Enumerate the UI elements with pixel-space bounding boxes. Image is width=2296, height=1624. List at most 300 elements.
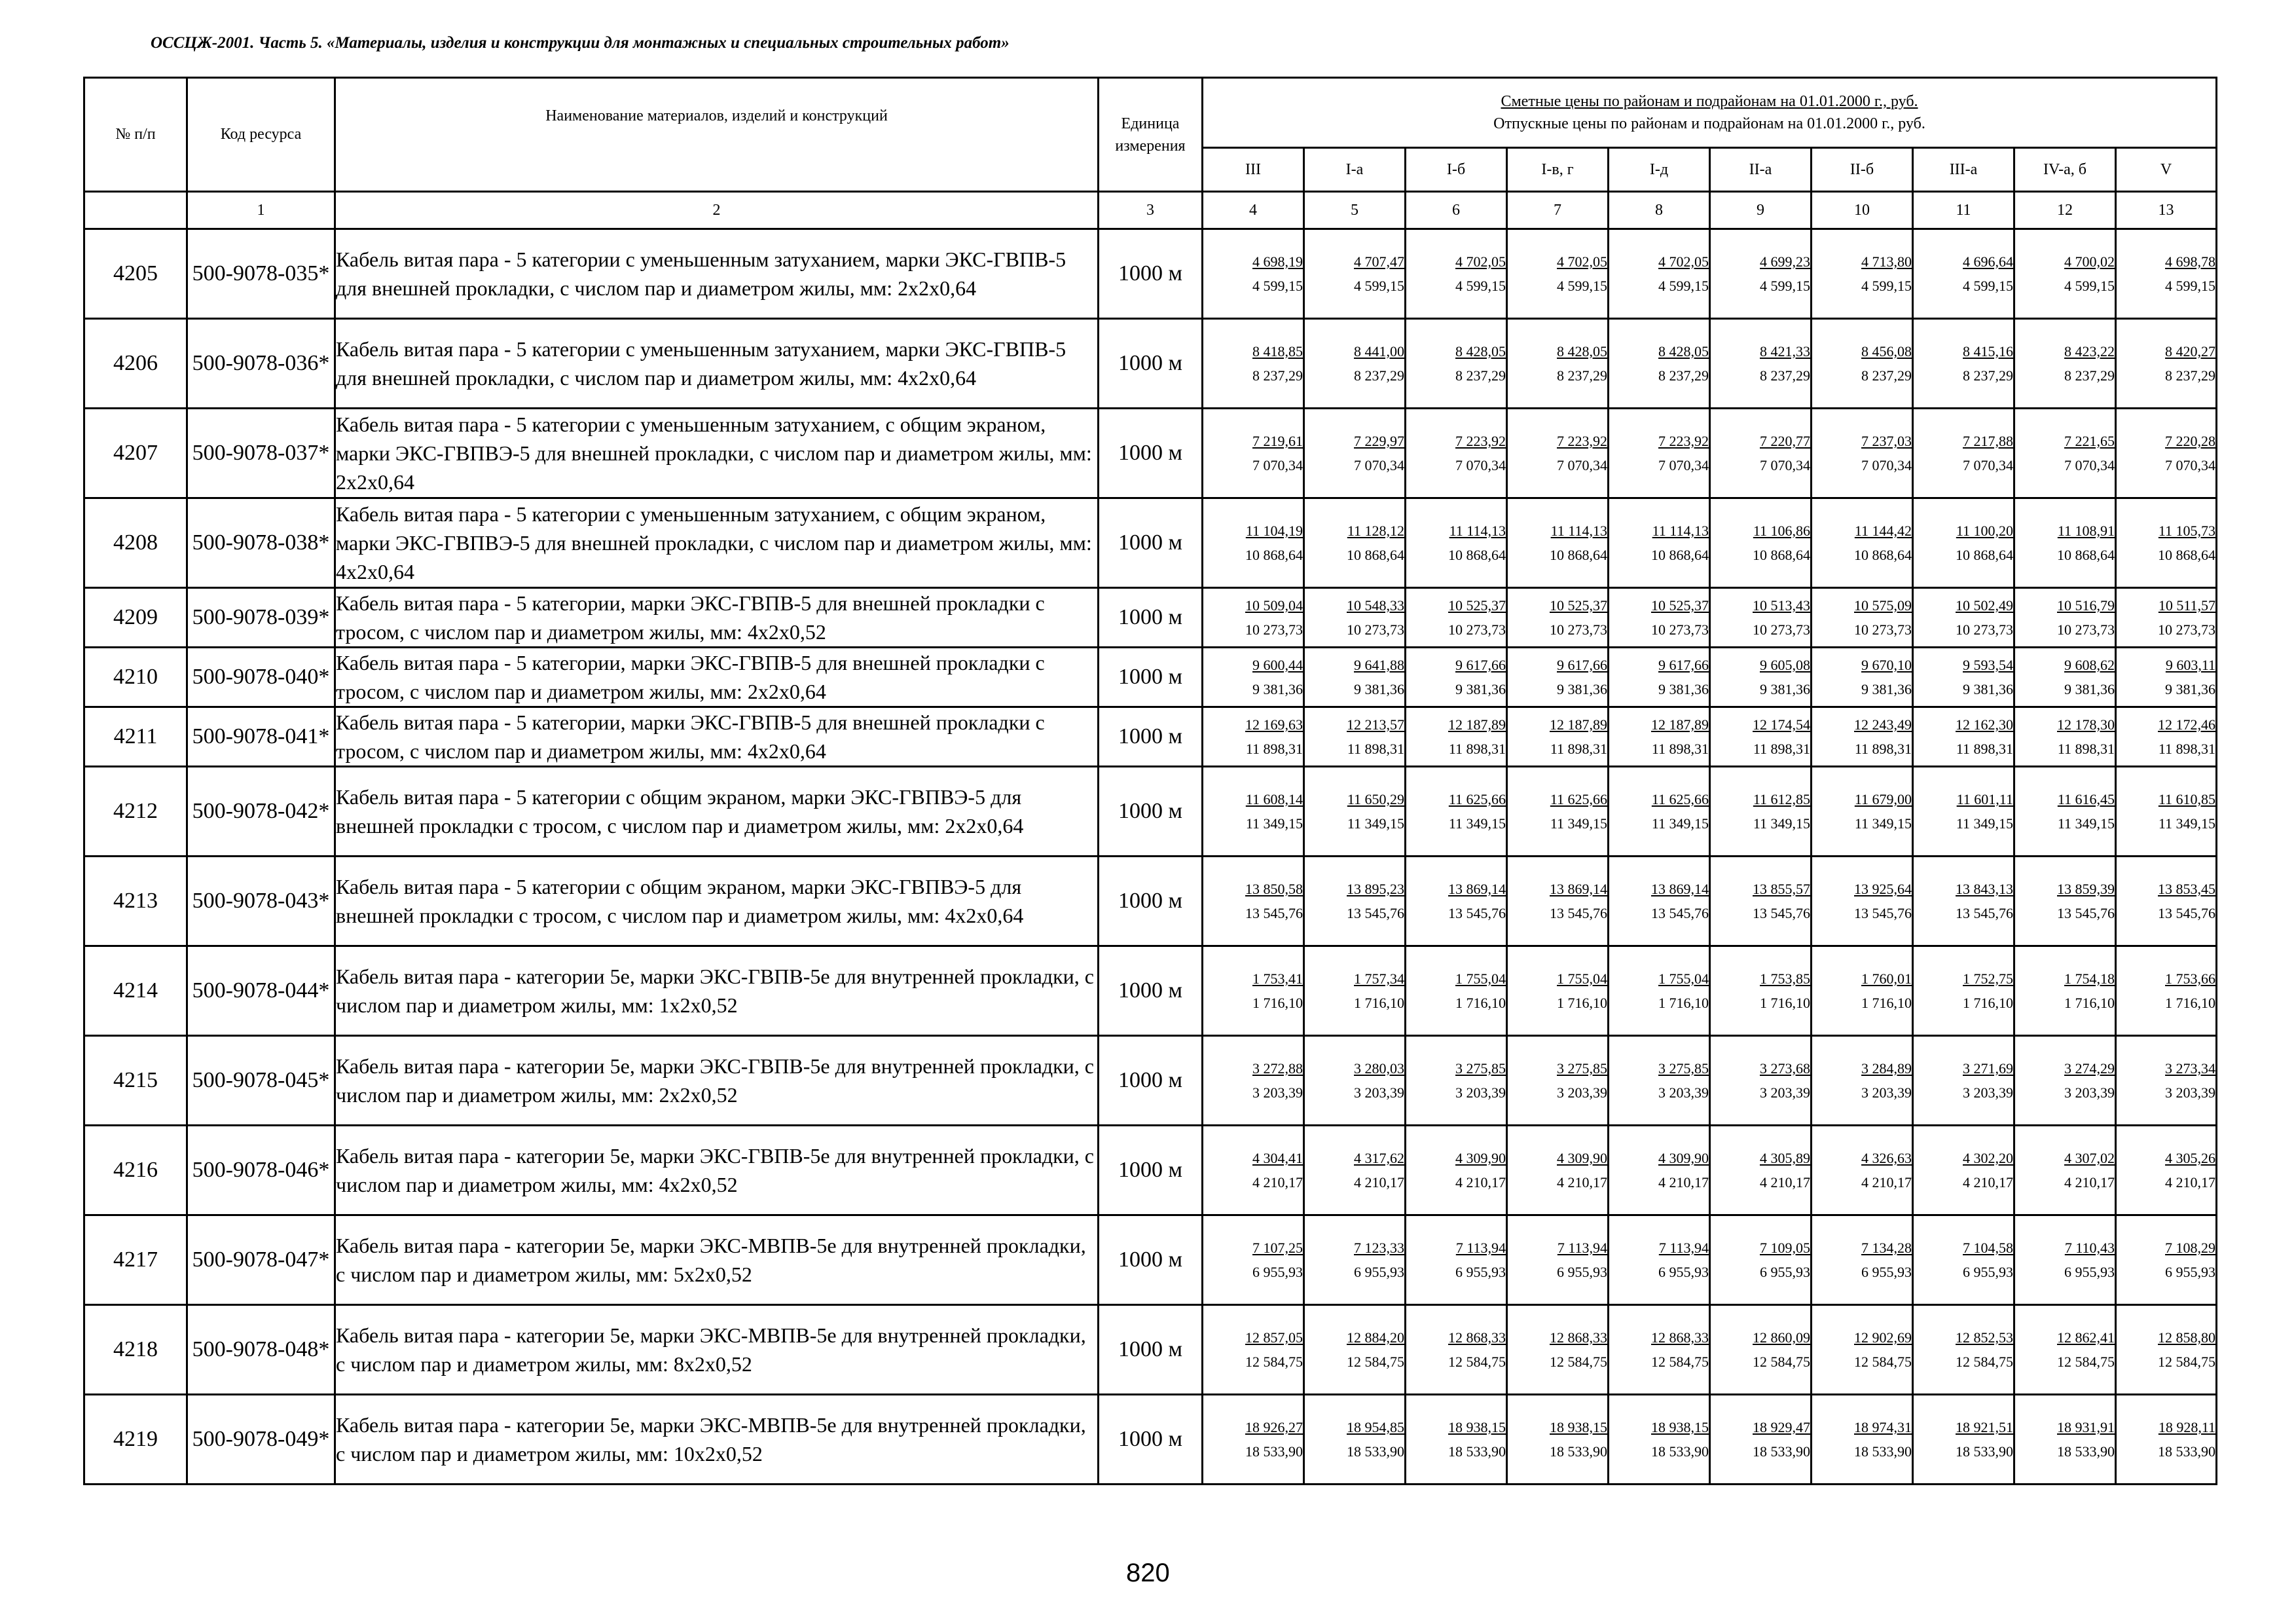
table-row [84,229,2217,319]
release-price: 8 237,29 [1455,367,1506,384]
row-number: 4213 [84,857,187,946]
price-cell [1507,1126,1609,1215]
estimated-price: 7 220,28 [2165,433,2216,449]
price-cell [1913,707,2014,767]
region-header: V [2116,148,2217,192]
estimated-price: 4 698,78 [2165,253,2216,270]
estimated-price: 12 169,63 [1245,716,1303,733]
price-cell [2116,1395,2217,1485]
release-price: 10 868,64 [1448,547,1506,563]
estimated-price: 7 113,94 [1557,1240,1607,1256]
price-cell [2116,857,2217,946]
estimated-price: 13 843,13 [1956,881,2013,897]
material-name: Кабель витая пара - 5 категории с уменьшенным затуханием, с общим экраном, марки ЭКС-ГВПВЭ-5 для внешней прокладки, с числом пар и диаметром жилы, мм: 2x2x0,64 [335,409,1099,498]
row-number: 4218 [84,1305,187,1395]
row-number: 4216 [84,1126,187,1215]
estimated-price: 7 134,28 [1861,1240,1912,1256]
estimated-price: 7 109,05 [1760,1240,1810,1256]
unit-of-measure: 1000 м [1099,1126,1203,1215]
price-cell [2116,1215,2217,1305]
release-price: 11 349,15 [1651,815,1709,832]
unit-of-measure: 1000 м [1099,648,1203,707]
price-cell [2116,707,2217,767]
price-cell [1507,409,1609,498]
estimated-price: 10 525,37 [1651,597,1709,614]
material-name: Кабель витая пара - категории 5е, марки ЭКС-ГВПВ-5е для внутренней прокладки, с числом пар и диаметром жилы, мм: 2x2x0,52 [335,1036,1099,1126]
estimated-price: 12 178,30 [2057,716,2115,733]
estimated-price: 3 275,85 [1658,1060,1709,1077]
release-price: 11 898,31 [1347,741,1404,757]
resource-code: 500-9078-049* [187,1395,335,1485]
table-row [84,319,2217,409]
price-cell [1406,767,1507,857]
estimated-price: 12 862,41 [2057,1329,2115,1346]
price-cell [1913,1395,2014,1485]
estimated-price: 12 243,49 [1854,716,1912,733]
release-price: 12 584,75 [1448,1354,1506,1370]
price-cell [1710,648,1812,707]
price-table [83,77,2217,1485]
price-cell [1304,857,1406,946]
row-number: 4206 [84,319,187,409]
estimated-price: 11 114,13 [1550,523,1607,539]
estimated-price: 1 755,04 [1557,970,1607,987]
resource-code: 500-9078-044* [187,946,335,1036]
price-cell [1609,1215,1710,1305]
release-price: 11 898,31 [1245,741,1303,757]
price-cell [2116,319,2217,409]
estimated-price: 4 700,02 [2064,253,2115,270]
price-cell [1304,707,1406,767]
release-price: 3 203,39 [1455,1084,1506,1101]
resource-code: 500-9078-045* [187,1036,335,1126]
price-cell [1507,588,1609,648]
release-price: 4 210,17 [1861,1174,1912,1190]
estimated-price: 9 608,62 [2064,657,2115,673]
price-cell [1406,319,1507,409]
release-price: 11 898,31 [1651,741,1709,757]
release-price: 7 070,34 [2165,457,2216,473]
estimated-price: 10 513,43 [1753,597,1810,614]
unit-of-measure: 1000 м [1099,857,1203,946]
material-name: Кабель витая пара - 5 категории, марки ЭКС-ГВПВ-5 для внешней прокладки с тросом, с числом пар и диаметром жилы, мм: 4x2x0,52 [335,588,1099,648]
price-cell [1710,229,1812,319]
material-name: Кабель витая пара - категории 5е, марки ЭКС-ГВПВ-5е для внутренней прокладки, с числом пар и диаметром жилы, мм: 1x2x0,52 [335,946,1099,1036]
release-price: 13 545,76 [1245,905,1303,921]
unit-of-measure: 1000 м [1099,1395,1203,1485]
release-price: 4 599,15 [1658,278,1709,294]
resource-code: 500-9078-037* [187,409,335,498]
column-number: 8 [1609,192,1710,229]
estimated-price: 11 610,85 [2158,791,2216,807]
material-name: Кабель витая пара - 5 категории, марки ЭКС-ГВПВ-5 для внешней прокладки с тросом, с числом пар и диаметром жилы, мм: 2x2x0,64 [335,648,1099,707]
release-price: 10 868,64 [1245,547,1303,563]
table-row [84,946,2217,1036]
estimated-price: 12 852,53 [1956,1329,2013,1346]
release-price: 6 955,93 [2165,1264,2216,1280]
release-price: 12 584,75 [1854,1354,1912,1370]
price-cell [1203,767,1304,857]
release-price: 10 273,73 [1550,621,1607,638]
release-price: 12 584,75 [1347,1354,1404,1370]
price-cell [1507,1215,1609,1305]
estimated-price: 12 860,09 [1753,1329,1810,1346]
estimated-price: 13 850,58 [1245,881,1303,897]
release-price: 11 349,15 [1448,815,1506,832]
material-name: Кабель витая пара - 5 категории с уменьшенным затуханием, марки ЭКС-ГВПВ-5 для внешней прокладки, с числом пар и диаметром жилы, мм: 4x2x0,64 [335,319,1099,409]
price-cell [1203,319,1304,409]
estimated-price: 12 884,20 [1347,1329,1404,1346]
estimated-price: 11 128,12 [1347,523,1404,539]
estimated-price: 11 650,29 [1347,791,1404,807]
material-name: Кабель витая пара - 5 категории с общим экраном, марки ЭКС-ГВПВЭ-5 для внешней прокладки с тросом, с числом пар и диаметром жилы, мм: 4x2x0,64 [335,857,1099,946]
release-price: 18 533,90 [1448,1443,1506,1460]
estimated-price: 18 938,15 [1550,1419,1607,1435]
price-cell [1710,409,1812,498]
column-number: 9 [1710,192,1812,229]
estimated-price: 7 223,92 [1455,433,1506,449]
release-price: 10 273,73 [2158,621,2216,638]
release-price: 9 381,36 [1658,681,1709,697]
estimated-price: 4 702,05 [1658,253,1709,270]
release-price: 12 584,75 [1245,1354,1303,1370]
price-cell [1507,319,1609,409]
estimated-price: 8 415,16 [1963,343,2013,360]
release-price: 8 237,29 [1963,367,2013,384]
release-price: 11 349,15 [1956,815,2013,832]
estimated-price: 4 305,26 [2165,1150,2216,1166]
price-cell [2116,229,2217,319]
table-row [84,857,2217,946]
price-cell [1913,498,2014,588]
release-price: 8 237,29 [1760,367,1810,384]
release-price: 7 070,34 [1557,457,1607,473]
column-number: 3 [1099,192,1203,229]
release-price: 11 349,15 [2057,815,2115,832]
price-cell [1406,648,1507,707]
release-price: 13 545,76 [1753,905,1810,921]
release-price: 8 237,29 [1252,367,1303,384]
estimated-price: 13 853,45 [2158,881,2216,897]
table-body [84,229,2217,1485]
release-price: 18 533,90 [1550,1443,1607,1460]
price-cell [1913,1126,2014,1215]
release-price: 4 599,15 [1760,278,1810,294]
price-cell [1609,229,1710,319]
estimated-price: 13 895,23 [1347,881,1404,897]
estimated-price: 4 696,64 [1963,253,2013,270]
table-row [84,648,2217,707]
price-cell [1203,409,1304,498]
estimated-price: 8 428,05 [1557,343,1607,360]
estimated-price: 3 273,34 [2165,1060,2216,1077]
unit-of-measure: 1000 м [1099,707,1203,767]
release-price: 10 273,73 [1956,621,2013,638]
estimated-price: 10 548,33 [1347,597,1404,614]
release-price: 11 349,15 [2158,815,2216,832]
estimated-price: 18 954,85 [1347,1419,1404,1435]
column-number: 6 [1406,192,1507,229]
release-price: 12 584,75 [1550,1354,1607,1370]
estimated-price: 12 857,05 [1245,1329,1303,1346]
column-number: 12 [2014,192,2116,229]
price-cell [2116,1126,2217,1215]
price-cell [1406,1305,1507,1395]
price-cell [1203,946,1304,1036]
estimated-price: 9 605,08 [1760,657,1810,673]
resource-code: 500-9078-036* [187,319,335,409]
price-cell [1406,857,1507,946]
release-price: 4 210,17 [1557,1174,1607,1190]
release-price: 11 349,15 [1753,815,1810,832]
document-header: ОССЦЖ-2001. Часть 5. «Материалы, изделия и конструкции для монтажных и специальных строительных работ» [151,34,1010,52]
estimated-price: 12 858,80 [2158,1329,2216,1346]
price-cell [1203,1305,1304,1395]
estimated-price: 7 237,03 [1861,433,1912,449]
estimated-price: 9 617,66 [1455,657,1506,673]
release-price: 8 237,29 [2165,367,2216,384]
release-price: 7 070,34 [1252,457,1303,473]
row-number: 4214 [84,946,187,1036]
release-price: 9 381,36 [1557,681,1607,697]
region-header: I-а [1304,148,1406,192]
header-prices-release: Отпускные цены по районам и подрайонам на 01.01.2000 г., руб. [1493,115,1925,132]
unit-of-measure: 1000 м [1099,1305,1203,1395]
estimated-price: 3 284,89 [1861,1060,1912,1077]
material-name: Кабель витая пара - 5 категории с уменьшенным затуханием, с общим экраном, марки ЭКС-ГВПВЭ-5 для внешней прокладки, с числом пар и диаметром жилы, мм: 4x2x0,64 [335,498,1099,588]
release-price: 13 545,76 [1956,905,2013,921]
estimated-price: 9 670,10 [1861,657,1912,673]
price-cell [1913,588,2014,648]
estimated-price: 3 280,03 [1354,1060,1404,1077]
estimated-price: 4 302,20 [1963,1150,2013,1166]
release-price: 7 070,34 [1455,457,1506,473]
price-cell [2116,409,2217,498]
price-cell [1609,1305,1710,1395]
price-cell [2014,767,2116,857]
price-cell [1406,1395,1507,1485]
release-price: 18 533,90 [1651,1443,1709,1460]
estimated-price: 11 625,66 [1448,791,1506,807]
estimated-price: 11 114,13 [1652,523,1709,539]
release-price: 3 203,39 [1252,1084,1303,1101]
row-number: 4210 [84,648,187,707]
estimated-price: 8 428,05 [1455,343,1506,360]
price-cell [1609,1126,1710,1215]
price-cell [2116,648,2217,707]
estimated-price: 13 855,57 [1753,881,1810,897]
estimated-price: 12 162,30 [1956,716,2013,733]
estimated-price: 7 221,65 [2064,433,2115,449]
price-cell [1507,857,1609,946]
region-header: I-д [1609,148,1710,192]
release-price: 1 716,10 [2064,995,2115,1011]
release-price: 10 868,64 [1550,547,1607,563]
release-price: 13 545,76 [1651,905,1709,921]
release-price: 7 070,34 [2064,457,2115,473]
estimated-price: 8 421,33 [1760,343,1810,360]
estimated-price: 7 123,33 [1354,1240,1404,1256]
estimated-price: 3 273,68 [1760,1060,1810,1077]
estimated-price: 1 754,18 [2064,970,2115,987]
estimated-price: 12 187,89 [1448,716,1506,733]
estimated-price: 10 502,49 [1956,597,2013,614]
header-unit: Единица измерения [1099,78,1203,192]
release-price: 9 381,36 [1455,681,1506,697]
release-price: 6 955,93 [1963,1264,2013,1280]
release-price: 9 381,36 [1963,681,2013,697]
release-price: 13 545,76 [1448,905,1506,921]
header-num: № п/п [84,78,187,192]
price-cell [2116,1036,2217,1126]
price-cell [1609,498,1710,588]
estimated-price: 18 921,51 [1956,1419,2013,1435]
price-cell [1304,648,1406,707]
release-price: 1 716,10 [2165,995,2216,1011]
estimated-price: 13 869,14 [1651,881,1709,897]
release-price: 4 210,17 [1252,1174,1303,1190]
estimated-price: 4 309,90 [1658,1150,1709,1166]
release-price: 9 381,36 [1252,681,1303,697]
estimated-price: 18 928,11 [2158,1419,2216,1435]
price-cell [1203,229,1304,319]
price-cell [1203,707,1304,767]
unit-of-measure: 1000 м [1099,588,1203,648]
price-cell [1507,767,1609,857]
estimated-price: 18 974,31 [1854,1419,1912,1435]
price-cell [1812,409,1913,498]
release-price: 18 533,90 [1854,1443,1912,1460]
estimated-price: 9 603,11 [2165,657,2216,673]
region-header: III-а [1913,148,2014,192]
release-price: 6 955,93 [1252,1264,1303,1280]
estimated-price: 7 229,97 [1354,433,1404,449]
price-cell [1710,1395,1812,1485]
release-price: 3 203,39 [2165,1084,2216,1101]
release-price: 11 898,31 [1550,741,1607,757]
estimated-price: 11 612,85 [1753,791,1810,807]
estimated-price: 10 525,37 [1448,597,1506,614]
release-price: 12 584,75 [1651,1354,1709,1370]
estimated-price: 18 926,27 [1245,1419,1303,1435]
estimated-price: 12 187,89 [1651,716,1709,733]
unit-of-measure: 1000 м [1099,1036,1203,1126]
price-cell [2014,648,2116,707]
estimated-price: 11 679,00 [1854,791,1912,807]
release-price: 10 273,73 [1753,621,1810,638]
release-price: 10 868,64 [1753,547,1810,563]
resource-code: 500-9078-040* [187,648,335,707]
price-cell [1913,1305,2014,1395]
row-number: 4217 [84,1215,187,1305]
row-number: 4209 [84,588,187,648]
price-cell [1710,1126,1812,1215]
region-header: II-б [1812,148,1913,192]
release-price: 4 210,17 [1354,1174,1404,1190]
estimated-price: 1 753,66 [2165,970,2216,987]
estimated-price: 11 616,45 [2057,791,2115,807]
price-cell [1913,409,2014,498]
estimated-price: 10 525,37 [1550,597,1607,614]
column-number: 4 [1203,192,1304,229]
release-price: 10 868,64 [1956,547,2013,563]
release-price: 4 599,15 [2064,278,2115,294]
estimated-price: 11 625,66 [1651,791,1709,807]
price-cell [1304,319,1406,409]
estimated-price: 4 326,63 [1861,1150,1912,1166]
release-price: 1 716,10 [1861,995,1912,1011]
release-price: 3 203,39 [1557,1084,1607,1101]
release-price: 10 868,64 [2158,547,2216,563]
release-price: 3 203,39 [1861,1084,1912,1101]
release-price: 7 070,34 [1861,457,1912,473]
release-price: 8 237,29 [1354,367,1404,384]
release-price: 8 237,29 [2064,367,2115,384]
price-cell [2014,319,2116,409]
release-price: 1 716,10 [1557,995,1607,1011]
table-row [84,1036,2217,1126]
release-price: 11 349,15 [1550,815,1607,832]
estimated-price: 7 108,29 [2165,1240,2216,1256]
release-price: 11 349,15 [1854,815,1912,832]
release-price: 18 533,90 [1753,1443,1810,1460]
release-price: 11 898,31 [1448,741,1506,757]
release-price: 4 599,15 [1557,278,1607,294]
price-cell [1507,498,1609,588]
estimated-price: 7 217,88 [1963,433,2013,449]
release-price: 10 273,73 [1448,621,1506,638]
price-cell [2014,707,2116,767]
estimated-price: 4 307,02 [2064,1150,2115,1166]
estimated-price: 4 702,05 [1455,253,1506,270]
price-cell [1913,648,2014,707]
release-price: 12 584,75 [2158,1354,2216,1370]
release-price: 8 237,29 [1658,367,1709,384]
estimated-price: 7 219,61 [1252,433,1303,449]
price-cell [1913,1215,2014,1305]
column-number: 1 [187,192,335,229]
price-cell [1304,767,1406,857]
price-cell [1406,1036,1507,1126]
estimated-price: 1 755,04 [1658,970,1709,987]
price-cell [1812,1395,1913,1485]
region-header: I-б [1406,148,1507,192]
unit-of-measure: 1000 м [1099,767,1203,857]
price-cell [1913,857,2014,946]
header-name: Наименование материалов, изделий и конструкций [335,78,1099,192]
table-row [84,1305,2217,1395]
price-cell [1203,1126,1304,1215]
price-cell [1304,946,1406,1036]
price-cell [1406,498,1507,588]
release-price: 10 273,73 [1347,621,1404,638]
estimated-price: 8 423,22 [2064,343,2115,360]
row-number: 4219 [84,1395,187,1485]
estimated-price: 18 938,15 [1448,1419,1506,1435]
release-price: 9 381,36 [2064,681,2115,697]
price-cell [1710,707,1812,767]
estimated-price: 7 104,58 [1963,1240,2013,1256]
price-cell [1812,498,1913,588]
estimated-price: 8 420,27 [2165,343,2216,360]
price-cell [1304,409,1406,498]
estimated-price: 4 305,89 [1760,1150,1810,1166]
release-price: 1 716,10 [1354,995,1404,1011]
row-number: 4208 [84,498,187,588]
estimated-price: 12 187,89 [1550,716,1607,733]
estimated-price: 7 107,25 [1252,1240,1303,1256]
release-price: 13 545,76 [1854,905,1912,921]
